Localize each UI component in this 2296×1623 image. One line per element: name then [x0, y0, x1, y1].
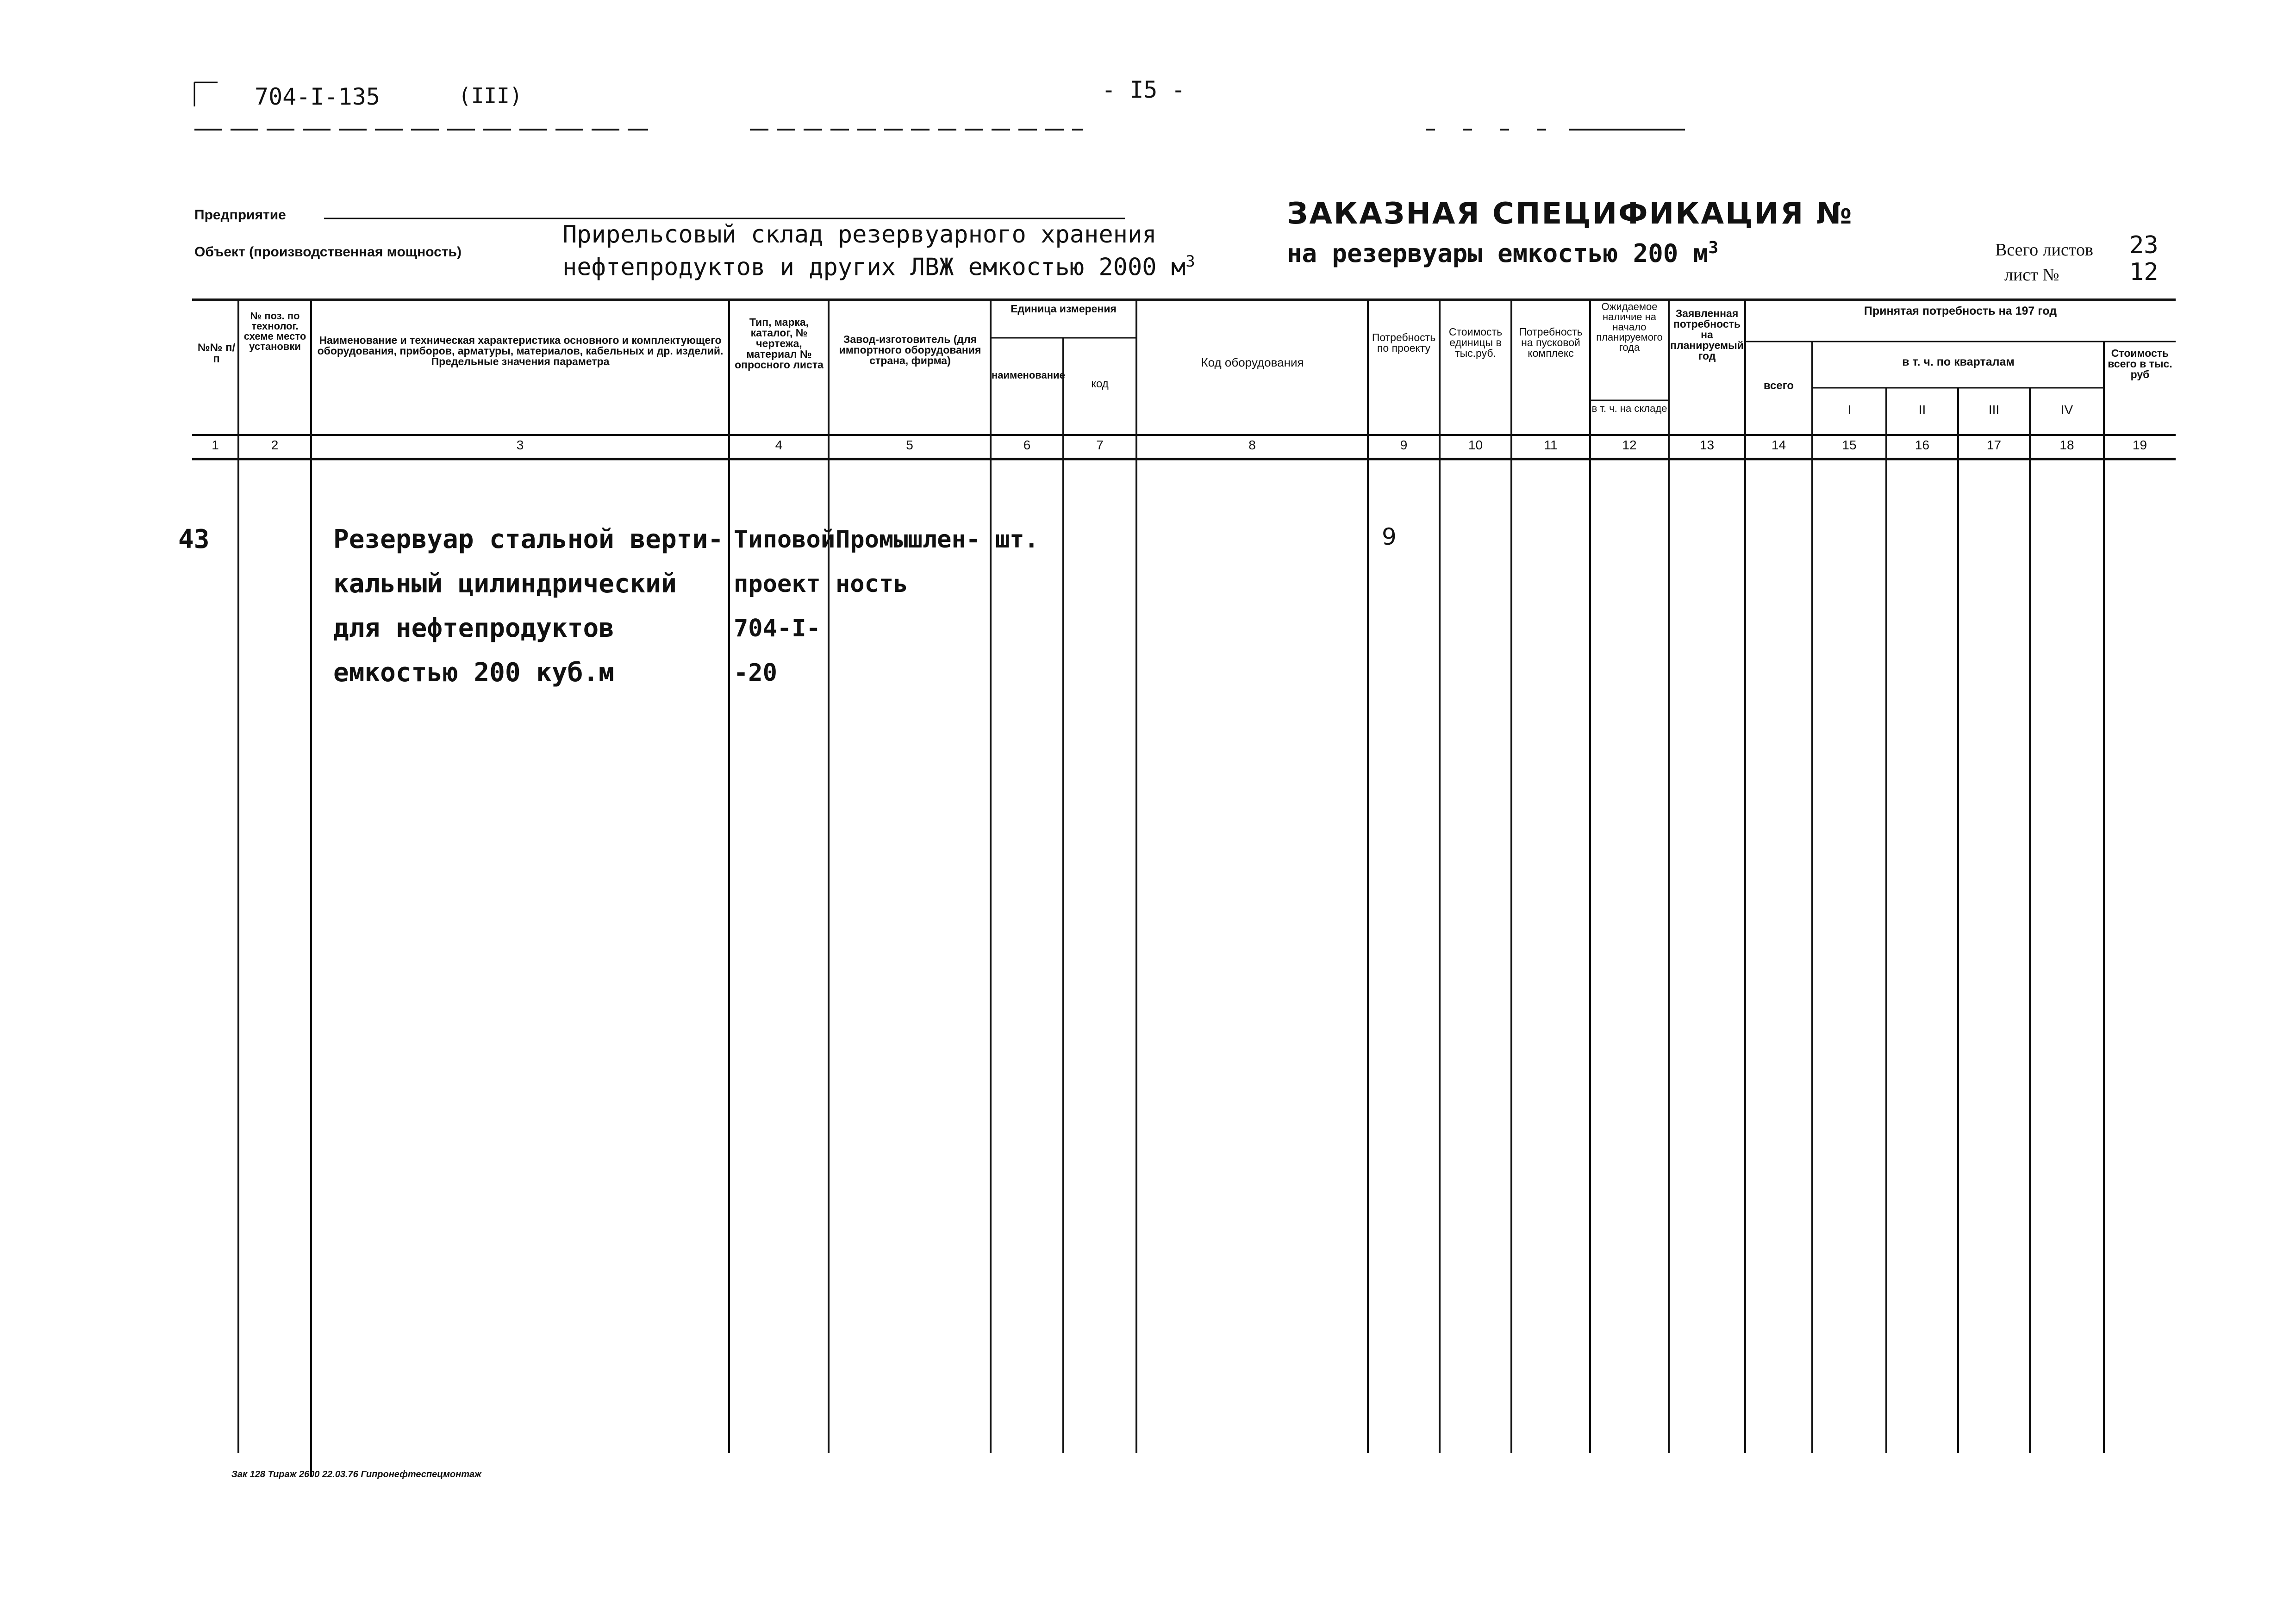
column-number: 13 — [1699, 438, 1715, 452]
item-manufacturer-line: Промышлен- — [836, 526, 981, 553]
item-name-line: емкостью 200 куб.м — [333, 658, 614, 688]
row-number: 43 — [178, 524, 210, 554]
column-number: 1 — [212, 438, 219, 452]
col-header-6-7: Единица измерения — [1011, 303, 1117, 315]
column-number: 17 — [1986, 438, 2002, 452]
column-number: 12 — [1622, 438, 1637, 452]
col-header-8: Код оборудования — [1201, 355, 1304, 369]
col-header-12b: в т. ч. на складе — [1591, 403, 1667, 414]
column-number: 18 — [2059, 438, 2074, 452]
col-header-14: всего — [1763, 379, 1794, 392]
object-line-1: Прирельсовый склад резервуарного хранения — [562, 221, 1157, 249]
total-sheets-label: Всего листов — [1995, 240, 2093, 260]
column-number: 3 — [516, 438, 524, 452]
column-number: 7 — [1096, 438, 1104, 452]
item-type-line: 704-I- — [734, 615, 821, 642]
page-title: ЗАКАЗНАЯ СПЕЦИФИКАЦИЯ № — [1287, 197, 1853, 231]
enterprise-label: Предприятие — [194, 207, 286, 223]
column-number: 5 — [906, 438, 913, 452]
col-header-3: Наименование и техническая характеристика основного и комплектующего оборудования, приборов, арматуры, материалов, кабельных и др. изделий. Предельные значения параметра — [317, 334, 724, 367]
column-number: 19 — [2132, 438, 2147, 452]
col-header-9: Потребность по проекту — [1372, 331, 1436, 354]
object-unit-sup: 3 — [1185, 252, 1195, 271]
column-number: 9 — [1400, 438, 1408, 452]
col-header-2: № поз. по технолог. схеме место установки — [243, 310, 306, 352]
column-number: 11 — [1544, 438, 1558, 452]
col-header-7: код — [1091, 378, 1109, 390]
object-description — [562, 221, 1195, 280]
item-type-line: Типовой — [734, 526, 836, 553]
col-header-18: IV — [2060, 403, 2073, 417]
page-number: - I5 - — [1102, 76, 1185, 103]
subtitle-sup: 3 — [1708, 238, 1718, 257]
item-manufacturer — [836, 517, 991, 606]
document-code: 704-I-135 — [255, 83, 380, 110]
column-number: 6 — [1023, 438, 1031, 452]
print-imprint: Зак 128 Тираж 2600 22.03.76 Гипронефтеспецмонтаж — [231, 1469, 481, 1480]
column-number: 4 — [775, 438, 783, 452]
column-number: 15 — [1842, 438, 1857, 452]
item-name-line: для нефтепродуктов — [333, 613, 614, 643]
item-name-line: Резервуар стальной верти- — [333, 524, 724, 554]
col-header-1: №№ п/п — [197, 342, 236, 365]
col-header-5: Завод-изготовитель (для импортного оборудования страна, фирма) — [839, 333, 981, 367]
col-header-15: I — [1847, 403, 1852, 417]
item-type-line: проект — [734, 570, 821, 598]
col-header-13: Заявленная потребность на планируемый год — [1670, 307, 1744, 362]
col-header-15-18: в т. ч. по кварталам — [1902, 355, 2015, 368]
object-label: Объект (производственная мощность) — [194, 244, 462, 260]
item-name-line: кальный цилиндрический — [333, 569, 677, 599]
col-header-17: III — [1988, 403, 2000, 417]
item-quantity: 9 — [1382, 523, 1397, 550]
item-type-line: -20 — [734, 659, 777, 687]
sheet-number-value: 12 — [2129, 258, 2159, 286]
column-number: 14 — [1771, 438, 1786, 452]
document-part: (III) — [458, 83, 523, 108]
col-header-6: наименование — [992, 369, 1065, 381]
col-header-11: Потребность на пусковой комплекс — [1519, 326, 1583, 359]
item-unit: шт. — [995, 526, 1039, 553]
item-name — [333, 517, 727, 695]
item-manufacturer-line: ность — [836, 570, 908, 598]
subtitle-text: на резервуары емкостью 200 м — [1287, 239, 1709, 268]
col-header-10: Стоимость единицы в тыс.руб. — [1448, 326, 1503, 359]
page-subtitle — [1287, 238, 1718, 268]
col-header-19: Стоимость всего в тыс. руб — [2108, 347, 2172, 380]
object-line-2: нефтепродуктов и других ЛВЖ емкостью 2000 м — [562, 253, 1186, 281]
column-number: 16 — [1915, 438, 1930, 452]
col-header-14-19: Принятая потребность на 197 год — [1864, 305, 2057, 317]
total-sheets-value: 23 — [2129, 231, 2159, 259]
sheet-number-label: лист № — [2004, 265, 2059, 285]
col-header-4: Тип, марка, каталог, № чертежа, материал № опросного листа — [735, 316, 824, 371]
col-header-16: II — [1918, 403, 1926, 417]
column-number: 8 — [1248, 438, 1256, 452]
column-number: 2 — [271, 438, 279, 452]
item-type — [734, 517, 836, 695]
col-header-12: Ожидаемое наличие на начало планируемого года — [1596, 301, 1663, 353]
column-number: 10 — [1468, 438, 1483, 452]
